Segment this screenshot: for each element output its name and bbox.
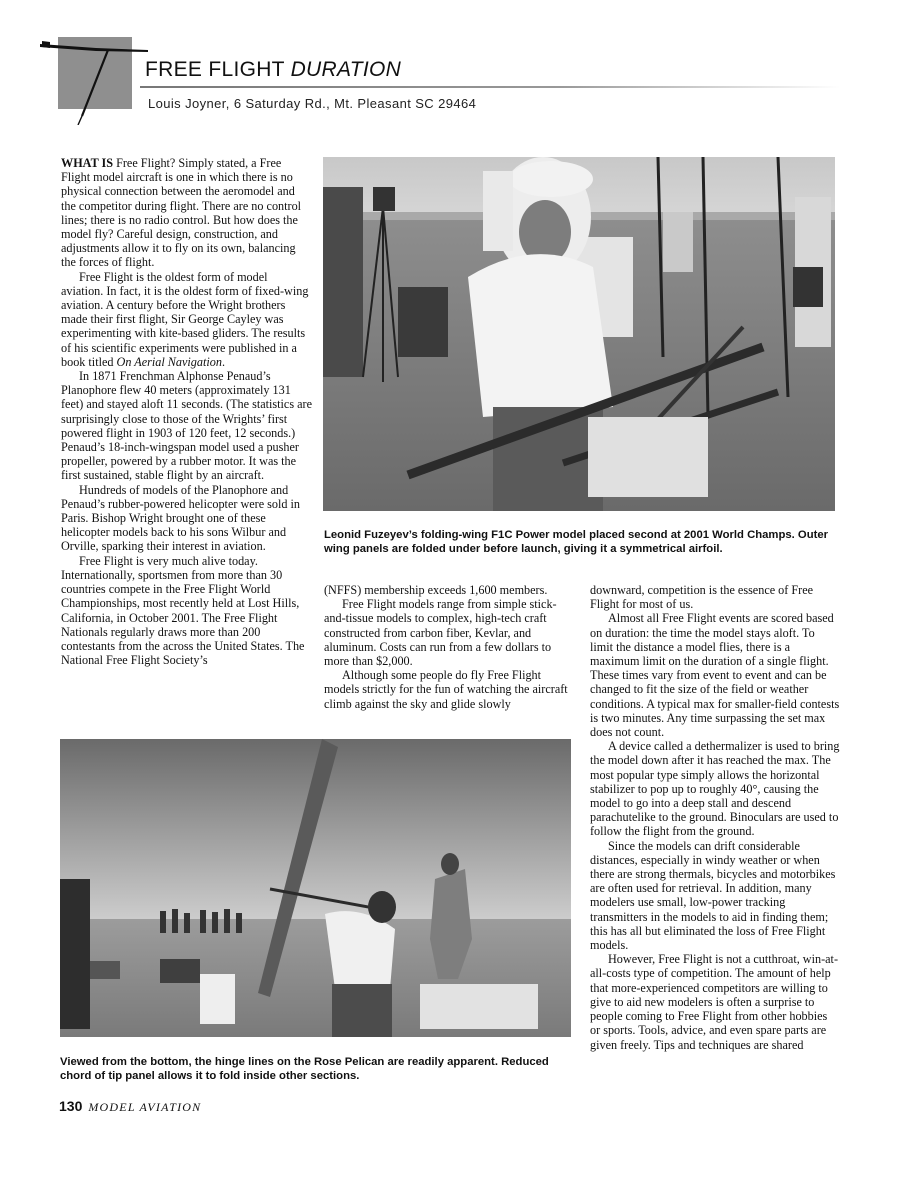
photo-caption: Viewed from the bottom, the hinge lines on the Rose Pelican are readily apparent. Reduced chord of tip panel allows it to fold inside other sections. [60, 1056, 549, 1082]
section-title: FREE FLIGHT DURATION [145, 58, 402, 81]
paragraph: Free Flight is very much alive today. Internationally, sportsmen from more than 30 countries compete in the Free Flight World Championships, most recently held at Lost Hills, California, in October 2001. The Free Flight Nationals regularly draws more than 200 contestants from the across the United States. The National Free Flight Society’s [61, 553, 305, 668]
article-column-3 [590, 583, 840, 1052]
paragraph: (NFFS) membership exceeds 1,600 members. [324, 583, 548, 597]
paragraph: Although some people do fly Free Flight models strictly for the fun of watching the aircraft climb against the sky and glide slowly [324, 668, 568, 711]
page-number: 130 [59, 1098, 83, 1114]
paragraph: Free Flight models range from simple stick-and-tissue models to complex, high-tech craft constructed from carbon fiber, Kevlar, and aluminum. Costs can run from a few dollars to more than $2,000. [324, 597, 557, 669]
paragraph: Free Flight is the oldest form of model aviation. In fact, it is the oldest form of fixed-wing aviation. A century before the Wright brothers made their first flight, Sir George Cayley was experimenting with kite-based gliders. The results of his scientific experiments were published in a book titled On Aerial Navigation. [61, 269, 309, 369]
photo-f1c-modeler [323, 157, 835, 511]
page-footer [59, 1098, 201, 1116]
paragraph: downward, competition is the essence of Free Flight for most of us. [590, 583, 814, 612]
paragraph: However, Free Flight is not a cutthroat, win-at-all-costs type of competition. The amount of help that more-experienced competitors are willing to give to aid new modelers is often a surprise to people coming to Free Flight from other hobbies or sports. Tools, advice, and even spare parts are given freely. Tips and techniques are shared [590, 952, 839, 1052]
author-address: Louis Joyner, 6 Saturday Rd., Mt. Pleasant SC 29464 [148, 96, 477, 111]
magazine-name: MODEL AVIATION [88, 1100, 202, 1114]
paragraph: Almost all Free Flight events are scored based on duration: the time the model stays aloft. To limit the distance a model flies, there is a maximum limit on the duration of a single flight. These times vary from event to event and can be changed to fit the size of the field or weather conditions. A typical max for smaller-field contests is two minutes. Any time surpassing the set max does not count. [590, 611, 840, 740]
photo-rose-pelican [60, 739, 571, 1037]
paragraph: In 1871 Frenchman Alphonse Penaud’s Planophore flew 40 meters (approximately 131 feet) and stayed aloft 11 seconds. (The statistics are surprisingly close to those of the Wrights’ first powered flight in 1903 of 120 feet, 12 seconds.) Penaud’s 18-inch-wingspan model used a pusher propeller, powered by a rubber motor. It was the first sustained, stable flight by an aircraft. [61, 369, 312, 483]
paragraph: WHAT IS Free Flight? Simply stated, a Free Flight model aircraft is one in which there is no physical connection between the aeromodel and the competitor during flight. There are no control lines; there is no radio control. But how does the model fly? Careful design, construction, and adjustments allow it to fly on its own, balancing the forces of flight. [61, 156, 302, 270]
paragraph: Since the models can drift considerable distances, especially in windy weather or when there are strong thermals, bicycles and motorbikes are often used for retrieval. In addition, many modelers use small, low-power tracking transmitters in the models to aid in finding them; this has all but eliminated the loss of Free Flight models. [590, 838, 836, 953]
article-column-2 [324, 583, 574, 711]
glider-logo-icon [36, 30, 156, 125]
article-column-1 [61, 156, 312, 667]
header-rule [140, 86, 840, 88]
paragraph: Hundreds of models of the Planophore and Penaud’s rubber-powered helicopter were sold in Paris. Bishop Wright brought one of these helicopter models back to his sons Wilbur and Orville, sparking their interest in aviation. [61, 482, 301, 554]
paragraph: A device called a dethermalizer is used to bring the model down after it has reached the max. The most popular type simply allows the horizontal stabilizer to pop up to roughly 40°, causing the model to go into a deep stall and descend parachutelike to the ground. Binoculars are used to follow the flight from the ground. [590, 739, 840, 839]
photo-caption: Leonid Fuzeyev’s folding-wing F1C Power model placed second at 2001 World Champs. Outer wing panels are folded under before launch, giving it a symmetrical airfoil. [324, 529, 829, 555]
